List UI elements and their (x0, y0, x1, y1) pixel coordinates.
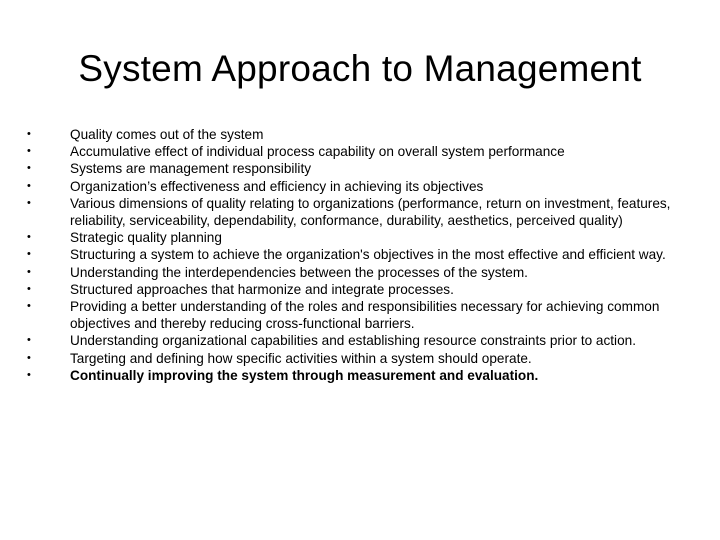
bullet-marker: • (27, 334, 31, 347)
list-item (27, 332, 692, 349)
bullet-list (27, 126, 692, 384)
bullet-marker: • (27, 196, 31, 209)
bullet-text: Various dimensions of quality relating to organizations (performance, return on investment, features, reliability, serviceability, dependability, conformance, durability, aesthetics, perceived quality) (70, 195, 671, 229)
bullet-text: Quality comes out of the system (70, 127, 264, 142)
list-item (27, 126, 692, 143)
list-item (27, 350, 692, 367)
bullet-marker: • (27, 145, 31, 158)
bullet-marker: • (27, 351, 31, 364)
bullet-marker: • (27, 368, 31, 381)
list-item (27, 367, 692, 384)
list-item (27, 178, 692, 195)
bullet-text: Accumulative effect of individual process capability on overall system performance (70, 144, 565, 160)
bullet-marker: • (27, 248, 31, 261)
bullet-text: Structuring a system to achieve the organization's objectives in the most effective and efficient way. (70, 247, 666, 263)
bullet-text: Systems are management responsibility (70, 161, 312, 177)
list-item (27, 195, 692, 229)
list-item (27, 298, 692, 332)
bullet-marker: • (27, 231, 31, 244)
bullet-text: Structured approaches that harmonize and integrate processes. (70, 281, 454, 297)
bullet-text: Continually improving the system through measurement and evaluation. (70, 367, 539, 383)
bullet-text: Providing a better understanding of the roles and responsibilities necessary for achieving common objectives and thereby reducing cross-functional barriers. (70, 299, 660, 332)
list-item (27, 143, 692, 160)
bullet-marker: • (27, 162, 31, 175)
bullet-text: Targeting and defining how specific activities within a system should operate. (70, 350, 532, 366)
list-item (27, 281, 692, 298)
bullet-text: Understanding the interdependencies between the processes of the system. (70, 264, 528, 280)
bullet-marker: • (27, 179, 31, 192)
bullet-text: Organization’s effectiveness and efficiency in achieving its objectives (70, 178, 484, 194)
list-item (27, 264, 692, 281)
list-item (27, 229, 692, 246)
bullet-marker: • (27, 265, 31, 278)
bullet-text: Understanding organizational capabilities and establishing resource constraints prior to action. (70, 333, 636, 349)
bullet-marker: • (27, 282, 31, 295)
bullet-marker: • (27, 128, 31, 140)
list-item (27, 246, 692, 263)
slide-title: System Approach to Management (78, 48, 642, 89)
bullet-marker: • (27, 300, 31, 313)
bullet-text: Strategic quality planning (70, 230, 222, 246)
list-item (27, 160, 692, 177)
